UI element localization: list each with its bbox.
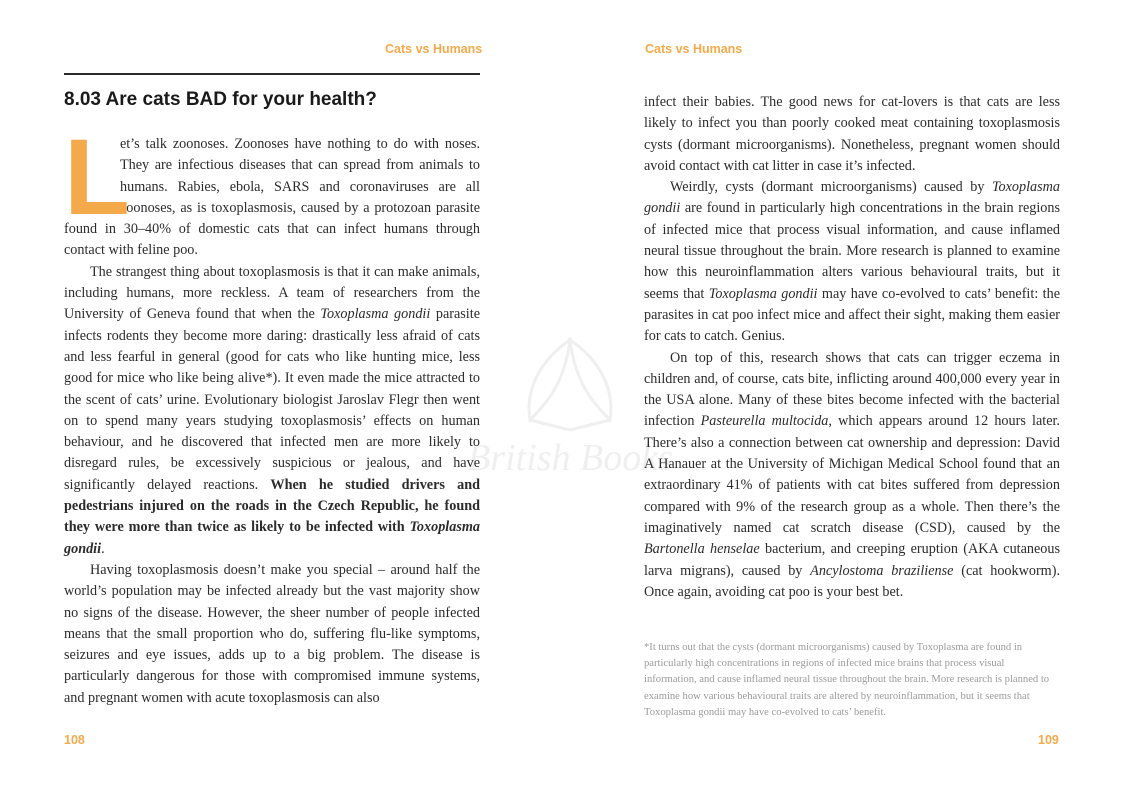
running-head-left: Cats vs Humans (385, 42, 483, 56)
watermark-text: British Books (467, 437, 673, 479)
left-page-body (64, 116, 480, 709)
paragraph-other-risks: On top of this, research shows that cats can trigger eczema in children and, of course, cats bite, inflicting around 400,000 every year in the USA alone. Many of these bites become infected with the bacterial infection Pasteurella multocida, which appears around 12 hours later. There’s also a connection between cat ownership and depression: David A Hanauer at the University of Michigan Medical School found that an extraordinary 41% of patients with cat bites suffered from depression compared with 9% of the research group as a whole. Then there’s the imaginatively named cat scratch disease (CSD), caused by the Bartonella henselae bacterium, and creeping eruption (AKA cutaneous larva migrans), caused by Ancylostoma braziliense (cat hookworm). Once again, avoiding cat poo is your best bet. (644, 349, 1061, 600)
running-head-right: Cats vs Humans (645, 42, 743, 56)
right-page-body (644, 92, 1060, 603)
paragraph-infect-babies: infect their babies. The good news for cat-lovers is that cats are less likely to infect you than poorly cooked meat containing toxoplasmosis cysts (dormant microorganisms). Nonetheless, pregnant women should avoid contact with cat litter in case it’s infected. (644, 94, 1060, 174)
highlight-czech-study: When he studied drivers and pedestrians injured on the roads in the Czech Republic, he found they were more than twice as likely to be infected with Toxoplasma gondii (64, 476, 480, 557)
page-number-left: 108 (64, 733, 85, 747)
chapter-title: 8.03 Are cats BAD for your health? (64, 89, 377, 110)
footnote: *It turns out that the cysts (dormant microorganisms) caused by Toxoplasma are found in particularly high concentrations in regions of infected mice brains that process visual information, and cause inflamed neural tissue throughout the brain. More research is planned to examine how various behavioural traits are altered by neuroinflammation, but it seems that Toxoplasma gondii may have co-evolved to cats’ benefit. (644, 642, 1050, 718)
paragraph-intro: L et’s talk zoonoses. Zoonoses have nothing to do with noses. They are infectious diseases that can spread from animals to humans. Rabies, ebola, SARS and coronaviruses are all zoonoses, as is toxoplasmosis, caused by a protozoan parasite found in 30–40% of domestic cats that can infect humans through contact with feline poo. (64, 116, 480, 259)
drop-cap: L (64, 116, 130, 237)
paragraph-toxoplasmosis-reckless: The strangest thing about toxoplasmosis is that it can make animals, including humans, more reckless. A team of researchers from the University of Geneva found that when the Toxoplasma gondii parasite infects rodents they become more daring: drastically less afraid of cats and less fearful in general (good for cats who like hunting mice, less good for mice who like being alive*). It even made the mice attracted to the scent of cats’ urine. Evolutionary biologist Jaroslav Flegr then went on to spend many years studying toxoplasmosis’ effects on human behaviour, and he discovered that infected men are more likely to disregard rules, be excessively suspicious or jealous, and have significantly delayed reactions. When he studied drivers and pedestrians injured on the roads in the Czech Republic, he found they were more than twice as likely to be infected with Toxoplasma gondii. (64, 263, 480, 557)
paragraph-cysts: Weirdly, cysts (dormant microorganisms) caused by Toxoplasma gondii are found in particularly high concentrations in the brain regions of infected mice that process visual information, and cause inflamed neural tissue throughout the brain. More research is planned to examine how this neuroinflammation alters various behavioural traits, but it seems that Toxoplasma gondii may have co-evolved to cats’ benefit: the parasites in cat poo infect mice and affect their sight, making them easier for cats to catch. Genius. (644, 179, 1060, 345)
header-rule (64, 73, 480, 75)
paragraph-prevalence: Having toxoplasmosis doesn’t make you special – around half the world’s population may be infected already but the vast majority show no signs of the disease. However, the sheer number of people infected means that the small proportion who do, suffering flu-like symptoms, seizures and eye issues, adds up to a big problem. The disease is particularly dangerous for those with compromised immune systems, and pregnant women with acute toxoplasmosis can also (64, 561, 480, 706)
page-number-right: 109 (1038, 733, 1059, 747)
